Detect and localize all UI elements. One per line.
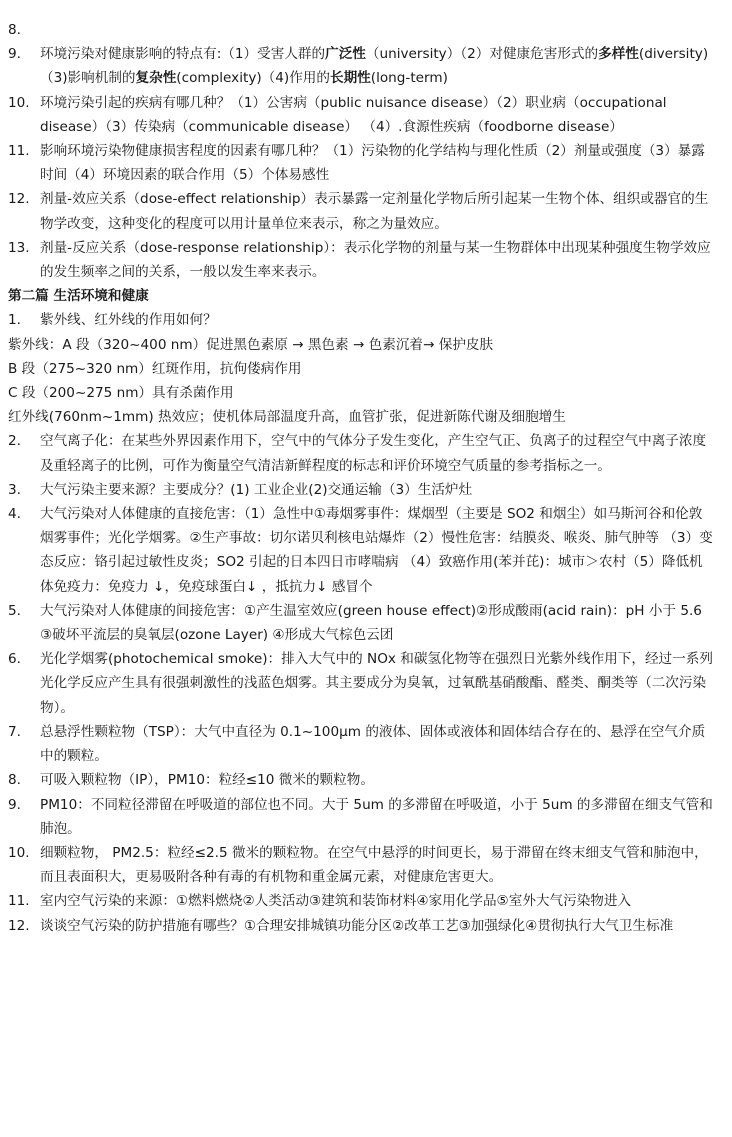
list-item — [8, 42, 714, 90]
item-number: 6. — [8, 651, 21, 668]
list-item — [8, 841, 714, 889]
item-text: 室内空气污染的来源：①燃料燃烧②人类活动③建筑和装饰材料④家用化学品⑤室外大气污染物进入 — [40, 893, 632, 910]
list-item — [8, 768, 714, 792]
list-item — [8, 502, 714, 599]
list-item — [8, 914, 714, 938]
item-number: 10. — [8, 94, 30, 111]
item-number: 7. — [8, 723, 21, 740]
item-text: 影响环境污染物健康损害程度的因素有哪几种？（1）污染物的化学结构与理化性质（2）剂量或强度（3）暴露时间（4）环境因素的联合作用（5）个体易感性 — [40, 143, 705, 184]
item-number: 13. — [8, 239, 30, 256]
item-text: 谈谈空气污染的防护措施有哪些？①合理安排城镇功能分区②改革工艺③加强绿化④贯彻执行大气卫生标准 — [40, 917, 674, 934]
item-number: 4. — [8, 506, 21, 523]
item-number: 2. — [8, 433, 21, 450]
item-number: 9. — [8, 796, 21, 813]
item-text: 紫外线、红外线的作用如何？ — [40, 312, 217, 329]
item-number: 8. — [8, 772, 21, 789]
ray-line: 紫外线：A 段（320~400 nm）促进黑色素原 → 黑色素 → 色素沉着→ 保护皮肤 — [8, 336, 494, 353]
item-number: 3. — [8, 481, 21, 498]
ray-line: C 段（200~275 nm）具有杀菌作用 — [8, 385, 234, 402]
item-text: 剂量-反应关系（dose-response relationship）：表示化学物的剂量与某一生物群体中出现某种强度生物学效应的发生频率之间的关系，一般以发生率来表示。 — [40, 239, 711, 281]
item-text: 大气污染对人体健康的间接危害：①产生温室效应(green house effect)②形成酸雨(acid rain)：pH 小于 5.6 ③破坏平流层的臭氧层(ozone Layer) ④形成大气棕色云团 — [40, 602, 702, 644]
item-text: 剂量-效应关系（dose-effect relationship）表示暴露一定剂量化学物后所引起某一生物个体、组织或器官的生物学改变，这种变化的程度可以用计量单位来表示，称之为量效应。 — [40, 191, 709, 232]
list-item — [8, 889, 714, 913]
item-list-a — [8, 18, 714, 284]
item-text: 大气污染主要来源？主要成分？(1) 工业企业(2)交通运输（3）生活炉灶 — [40, 481, 473, 498]
item-number: 12. — [8, 917, 30, 934]
list-item — [8, 139, 714, 187]
item-number: 5. — [8, 602, 21, 619]
item-text: 光化学烟雾(photochemical smoke)：排入大气中的 NOx 和碳氢化物等在强烈日光紫外线作用下，经过一系列光化学反应产生具有很强刺激性的浅蓝色烟雾。其主要成分为臭氧，过氧酰基硝酸酯、醛类、酮类等（二次污染物）。 — [40, 651, 713, 716]
item-number: 8. — [8, 22, 21, 38]
item-number: 10. — [8, 844, 30, 861]
item-text: 环境污染引起的疾病有哪几种？（1）公害病（public nuisance disease）（2）职业病（occupational disease）（3）传染病（communicable disease） （4）.食源性疾病（foodborne disease） — [40, 94, 667, 135]
item-list-b — [8, 429, 714, 937]
item-number: 1. — [8, 312, 21, 329]
item-number: 11. — [8, 143, 30, 160]
item-text: 空气离子化：在某些外界因素作用下，空气中的气体分子发生变化，产生空气正、负离子的过程空气中离子浓度及重轻离子的比例，可作为衡量空气清洁新鲜程度的标志和评价环境空气质量的参考指标之一。 — [40, 433, 707, 474]
ray-line: 红外线(760nm~1mm) 热效应；使机体局部温度升高，血管扩张，促进新陈代谢及细胞增生 — [8, 409, 566, 426]
ray-line: B 段（275~320 nm）红斑作用，抗佝偻病作用 — [8, 360, 302, 377]
item-text — [40, 18, 714, 42]
item-text: 总悬浮性颗粒物（TSP）：大气中直径为 0.1~100μm 的液体、固体或液体和固体结合存在的、悬浮在空气介质中的颗粒。 — [40, 723, 706, 765]
section-heading: 第二篇 生活环境和健康 — [8, 288, 149, 305]
list-item — [8, 308, 714, 332]
list-item — [8, 187, 714, 235]
list-item — [8, 720, 714, 768]
list-item — [8, 793, 714, 841]
list-item — [8, 478, 714, 502]
item-number: 11. — [8, 893, 30, 910]
item-text: 环境污染对健康影响的特点有:（1）受害人群的广泛性（university）（2）对健康危害形式的多样性(diversity)（3)影响机制的复杂性(complexity)（4)作用的长期性(long-term) — [40, 46, 709, 87]
item-text: 可吸入颗粒物（IP），PM10：粒经≤10 微米的颗粒物。 — [40, 772, 374, 789]
item-text: PM10：不同粒径滞留在呼吸道的部位也不同。大于 5um 的多滞留在呼吸道，小于 5um 的多滞留在细支气管和肺泡。 — [40, 796, 713, 837]
list-item — [8, 18, 714, 42]
list-item — [8, 599, 714, 647]
list-item — [8, 236, 714, 284]
list-item — [8, 91, 714, 139]
list-item — [8, 429, 714, 477]
item-text: 大气污染对人体健康的直接危害：（1）急性中①毒烟雾事件：煤烟型（主要是 SO2 和烟尘）如马斯河谷和伦敦烟雾事件；光化学烟雾。②生产事故：切尔诺贝利核电站爆炸（2）慢性危害：结膜炎、喉炎、肺气肿等 （3）变态反应：铬引起过敏性皮炎；SO2 引起的日本四日市哮喘病 （4）致癌作用(苯并芘)：城市＞农村（5）降低机体免疫力：免疫力 ↓，免疫球蛋白↓ ，抵抗力↓ 感冒个 — [40, 506, 713, 595]
item-number: 9. — [8, 46, 21, 63]
item-number: 12. — [8, 191, 30, 208]
list-item — [8, 647, 714, 720]
item-text: 细颗粒物， PM2.5：粒经≤2.5 微米的颗粒物。在空气中悬浮的时间更长，易于滞留在终末细支气管和肺泡中，而且表面积大，更易吸附各种有毒的有机物和重金属元素，对健康危害更大。 — [40, 844, 708, 886]
